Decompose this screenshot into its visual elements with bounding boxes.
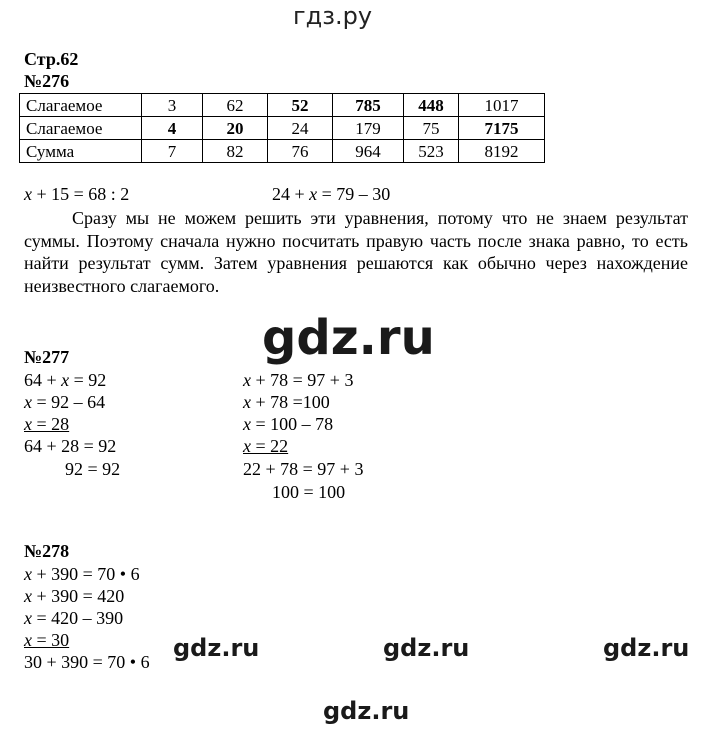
equation-text: = 79 – 30 <box>317 184 391 204</box>
table-cell: 76 <box>268 140 333 163</box>
equation-text: = 30 <box>32 630 70 650</box>
table-cell: 20 <box>203 117 268 140</box>
table-cell: 523 <box>404 140 459 163</box>
equation-276-b <box>272 183 390 205</box>
task-277-right-line-1 <box>243 369 353 391</box>
task-278-line-2 <box>24 585 124 607</box>
variable-x: x <box>24 564 32 584</box>
watermark-bottom-mid: gdz.ru <box>383 634 470 662</box>
task-277-left-line-1 <box>24 369 106 391</box>
table-cell: 7 <box>142 140 203 163</box>
row-label: Сумма <box>20 140 142 163</box>
equation-text: = 92 – 64 <box>32 392 106 412</box>
table-cell: 179 <box>333 117 404 140</box>
variable-x: x <box>243 392 251 412</box>
task-276-number: №276 <box>24 71 70 91</box>
variable-x: x <box>61 370 70 390</box>
equation-text: + 390 = 70 • 6 <box>32 564 140 584</box>
watermark-bottom-right: gdz.ru <box>603 634 690 662</box>
task-277-left-answer <box>24 413 69 435</box>
table-cell: 62 <box>203 94 268 117</box>
table-row <box>20 94 545 117</box>
task-278-check: 30 + 390 = 70 • 6 <box>24 652 150 672</box>
equation-text: = 28 <box>32 414 70 434</box>
equation-text: + 15 = 68 : 2 <box>32 184 130 204</box>
variable-x: x <box>24 392 32 412</box>
table-row <box>20 117 545 140</box>
table-row <box>20 140 545 163</box>
addition-table <box>19 93 545 163</box>
equation-text: = 100 – 78 <box>251 414 334 434</box>
task-278-line-1 <box>24 563 140 585</box>
variable-x: x <box>24 586 32 606</box>
equation-text: + 78 = 97 + 3 <box>251 370 354 390</box>
watermark-bottom-left: gdz.ru <box>173 634 260 662</box>
table-cell: 8192 <box>459 140 545 163</box>
table-cell: 75 <box>404 117 459 140</box>
table-cell: 3 <box>142 94 203 117</box>
task-277-right-line-2 <box>243 391 330 413</box>
equation-text: = 22 <box>251 436 289 456</box>
row-label: Слагаемое <box>20 117 142 140</box>
table-cell: 448 <box>404 94 459 117</box>
equation-text: = 92 <box>69 370 107 390</box>
table-cell: 785 <box>333 94 404 117</box>
watermark-footer: gdz.ru <box>323 697 410 725</box>
explanation-text: Сразу мы не можем решить эти уравнения, потому что не знаем результат суммы. Поэтому сначала нужно посчитать правую часть после знака равно, то есть найти результат сумм. Затем уравнения решаются как обычно через нахождение неизвестного слагаемого. <box>24 208 688 296</box>
table-cell: 1017 <box>459 94 545 117</box>
table-cell: 7175 <box>459 117 545 140</box>
task-278-number: №278 <box>24 541 70 561</box>
variable-x: x <box>24 630 32 650</box>
task-278-answer <box>24 629 69 651</box>
task-277-right-check-result: 100 = 100 <box>272 482 346 502</box>
page-label: Стр.62 <box>24 49 79 69</box>
watermark-top: гдз.ру <box>293 2 373 30</box>
table-cell: 82 <box>203 140 268 163</box>
task-277-right-line-3 <box>243 413 333 435</box>
table-cell: 24 <box>268 117 333 140</box>
task-277-left-check: 64 + 28 = 92 <box>24 436 117 456</box>
task-277-right-check: 22 + 78 = 97 + 3 <box>243 459 364 479</box>
task-277-left-check-result: 92 = 92 <box>65 459 121 479</box>
table-cell: 4 <box>142 117 203 140</box>
task-277-left-line-2 <box>24 391 105 413</box>
table-cell: 964 <box>333 140 404 163</box>
row-label: Слагаемое <box>20 94 142 117</box>
watermark-center: gdz.ru <box>262 310 435 366</box>
equation-text: + 78 =100 <box>251 392 330 412</box>
equation-text: 24 + <box>272 184 310 204</box>
equation-text: + 390 = 420 <box>32 586 125 606</box>
variable-x: x <box>243 436 251 456</box>
variable-x: x <box>24 184 32 204</box>
variable-x: x <box>243 414 251 434</box>
equation-text: = 420 – 390 <box>32 608 124 628</box>
equation-text: 64 + <box>24 370 62 390</box>
variable-x: x <box>24 414 32 434</box>
task-277-right-answer <box>243 435 288 457</box>
equation-276-a <box>24 183 129 205</box>
table-cell: 52 <box>268 94 333 117</box>
variable-x: x <box>24 608 32 628</box>
explanation-paragraph <box>24 207 688 297</box>
variable-x: x <box>243 370 251 390</box>
variable-x: x <box>309 184 318 204</box>
task-277-number: №277 <box>24 347 70 367</box>
task-278-line-3 <box>24 607 123 629</box>
